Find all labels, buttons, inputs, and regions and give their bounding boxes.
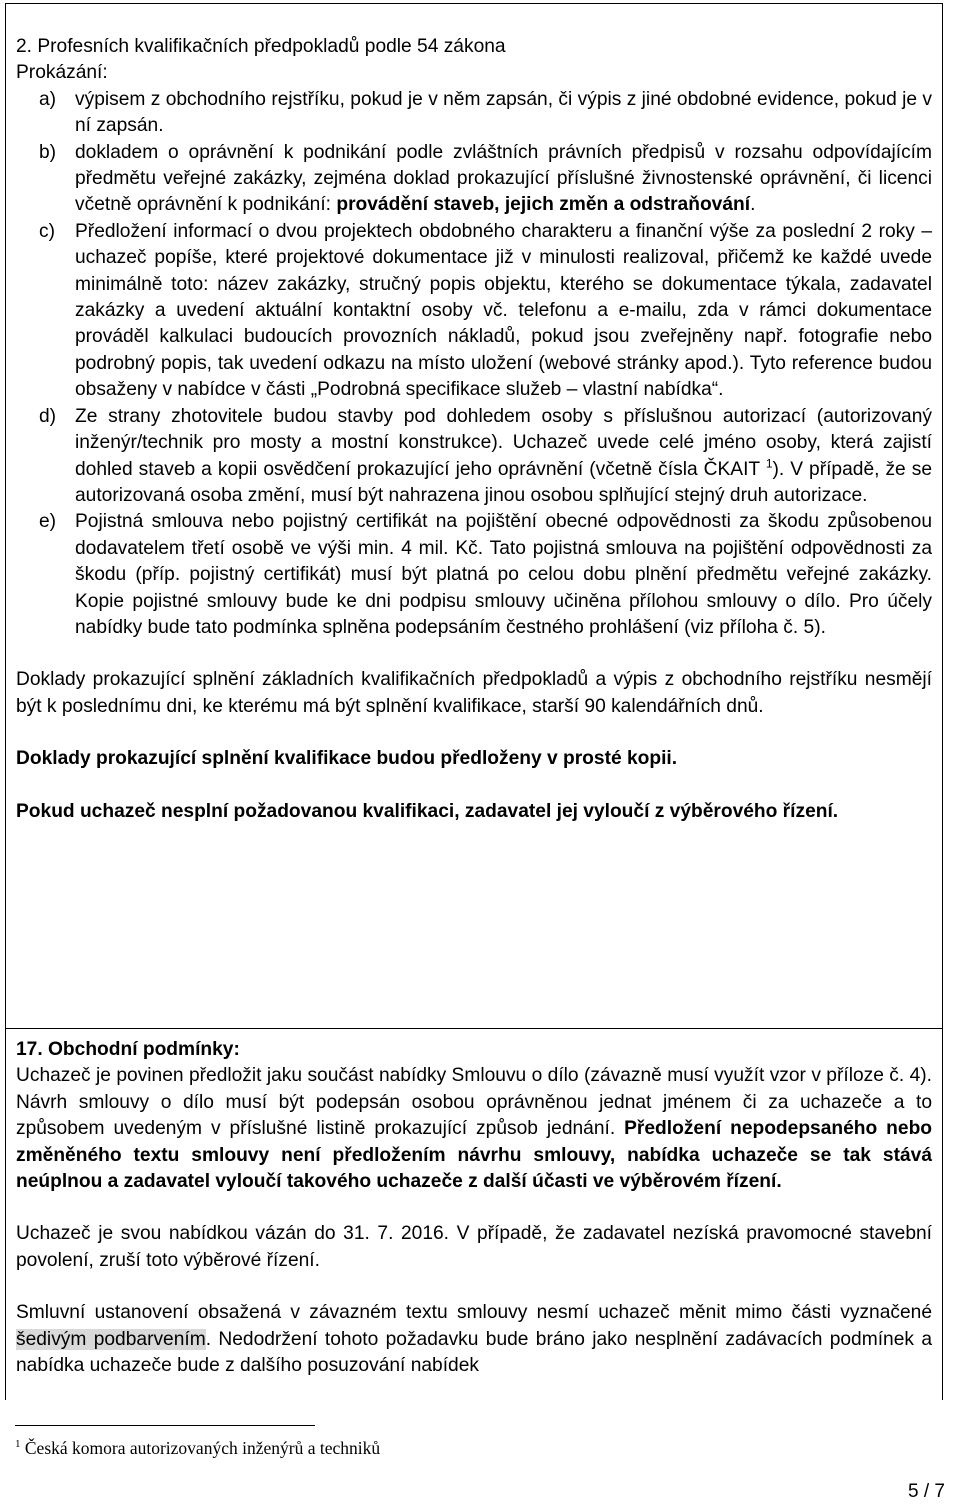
item-label: b)	[39, 141, 57, 163]
footnote-text: Česká komora autorizovaných inženýrů a techniků	[24, 1438, 381, 1458]
commercial-terms-section	[5, 1028, 943, 1400]
section-heading: 2. Profesních kvalifikačních předpokladů podle 54 zákona	[16, 36, 506, 57]
item-label: a)	[39, 88, 57, 110]
item-tail: .	[750, 194, 756, 216]
item-text-after: ). V případě, že se autorizovaná osoba změní, musí být nahrazena jinou osobou splňující stejný druh autorizace.	[75, 458, 932, 506]
paragraph-binding: Uchazeč je svou nabídkou vázán do 31. 7. 2016. V případě, že zadavatel nezíská pravomocné stavební povolení, zruší toto výběrové řízení.	[16, 1223, 932, 1271]
paragraph-copies: Doklady prokazující splnění kvalifikace budou předloženy v prosté kopii.	[16, 748, 678, 770]
paragraph-exclusion: Pokud uchazeč nesplní požadovanou kvalifikaci, zadavatel jej vyloučí z výběrového řízení.	[16, 800, 839, 822]
footnote-number: 1	[15, 1438, 21, 1451]
paragraph-contract: Uchazeč je povinen předložit jaku součást nabídky Smlouvu o dílo (závazně musí využít vzor v příloze č. 4). Návrh smlouvy o dílo musí být podepsán osobou oprávněnou jednat jménem či za uchazeče a to způsobem uvedeným v příslušné listině prokazující způsob jednání. Předložení nepodepsaného nebo změněného textu smlouvy není předložením návrhu smlouvy, nabídka uchazeče se tak stává neúplnou a zadavatel vyloučí takového uchazeče z další účasti ve výběrovém řízení.	[16, 1065, 933, 1193]
section-subheading: Prokázání:	[16, 62, 108, 84]
list-item	[16, 87, 932, 140]
qualification-section	[5, 3, 943, 1029]
highlighted-text: šedivým podbarvením	[16, 1328, 206, 1350]
list-item	[16, 404, 932, 510]
footnote	[15, 1437, 380, 1459]
item-text: Ze strany zhotovitele budou stavby pod dohledem osoby s příslušnou autorizací (autorizovaný inženýr/technik pro mosty a mostní konstrukce). Uchazeč uvede celé jméno osoby, která zajistí dohled staveb a kopii osvědčení prokazující jeho oprávnění (včetně čísla ČKAIT	[75, 405, 932, 480]
item-label: d)	[39, 405, 57, 427]
list-item	[16, 140, 932, 219]
item-label: e)	[39, 511, 57, 533]
item-text: Předložení informací o dvou projektech obdobného charakteru a finanční výše za poslední 2 roky – uchazeč popíše, které projektové dokumentace již v minulosti realizoval, přičemž ke každé uvede minimálně toto: název zakázky, stručný popis objektu, kterého se dokumentace týkala, zadavatel zakázky a uvedení aktuální kontaktní osoby vč. telefonu a e-mailu, zda v rámci dokumentace prováděl kalkulaci budoucích provozních nákladů, pokud jsou zveřejněny např. fotografie nebo podrobný popis, tak uvedení odkazu na místo uložení (webové stránky apod.). Tyto reference budou obsaženy v nabídce v části „Podrobná specifikace služeb – vlastní nabídka“.	[75, 220, 932, 401]
page-number: 5 / 7	[908, 1481, 945, 1502]
paragraph-validity: Doklady prokazující splnění základních kvalifikačních předpokladů a výpis z obchodního rejstříku nesmějí být k poslednímu dni, ke kterému má být splnění kvalifikace, starší 90 kalendářních dnů.	[16, 669, 932, 717]
item-text: výpisem z obchodního rejstříku, pokud je v něm zapsán, či výpis z jiné obdobné evidence, pokud je v ní zapsán.	[75, 88, 932, 137]
footnote-reference: 1	[765, 456, 773, 471]
section-heading: 17. Obchodní podmínky:	[16, 1039, 240, 1060]
list-item	[16, 219, 932, 404]
footnote-divider	[15, 1425, 315, 1426]
item-text: dokladem o oprávnění k podnikání podle zvláštních právních předpisů v rozsahu odpovídajícím předmětu veřejné zakázky, zejména doklad prokazující příslušné živnostenské oprávnění, či licenci včetně oprávnění k podnikání:	[75, 141, 932, 216]
paragraph-provisions: Smluvní ustanovení obsažená v závazném textu smlouvy nesmí uchazeč měnit mimo části vyznačené šedivým podbarvením. Nedodržení tohoto požadavku bude bráno jako nesplnění zadávacích podmínek a nabídka uchazeče bude z dalšího posuzování nabídek	[16, 1302, 932, 1377]
item-text: Pojistná smlouva nebo pojistný certifikát na pojištění obecné odpovědnosti za škodu způsobenou dodavatelem třetí osobě ve výši min. 4 mil. Kč. Tato pojistná smlouva na pojištění odpovědnosti za škodu (příp. pojistný certifikát) musí být platná po celou dobu plnění předmětu veřejné zakázky. Kopie pojistné smlouvy bude ke dni podpisu smlouvy učiněna přílohou smlouvy o dílo. Pro účely nabídky bude tato podmínka splněna podepsáním čestného prohlášení (viz příloha č. 5).	[75, 511, 932, 638]
list-item	[16, 509, 932, 641]
item-label: c)	[39, 220, 55, 242]
item-bold-text: provádění staveb, jejich změn a odstraňování	[336, 194, 751, 216]
